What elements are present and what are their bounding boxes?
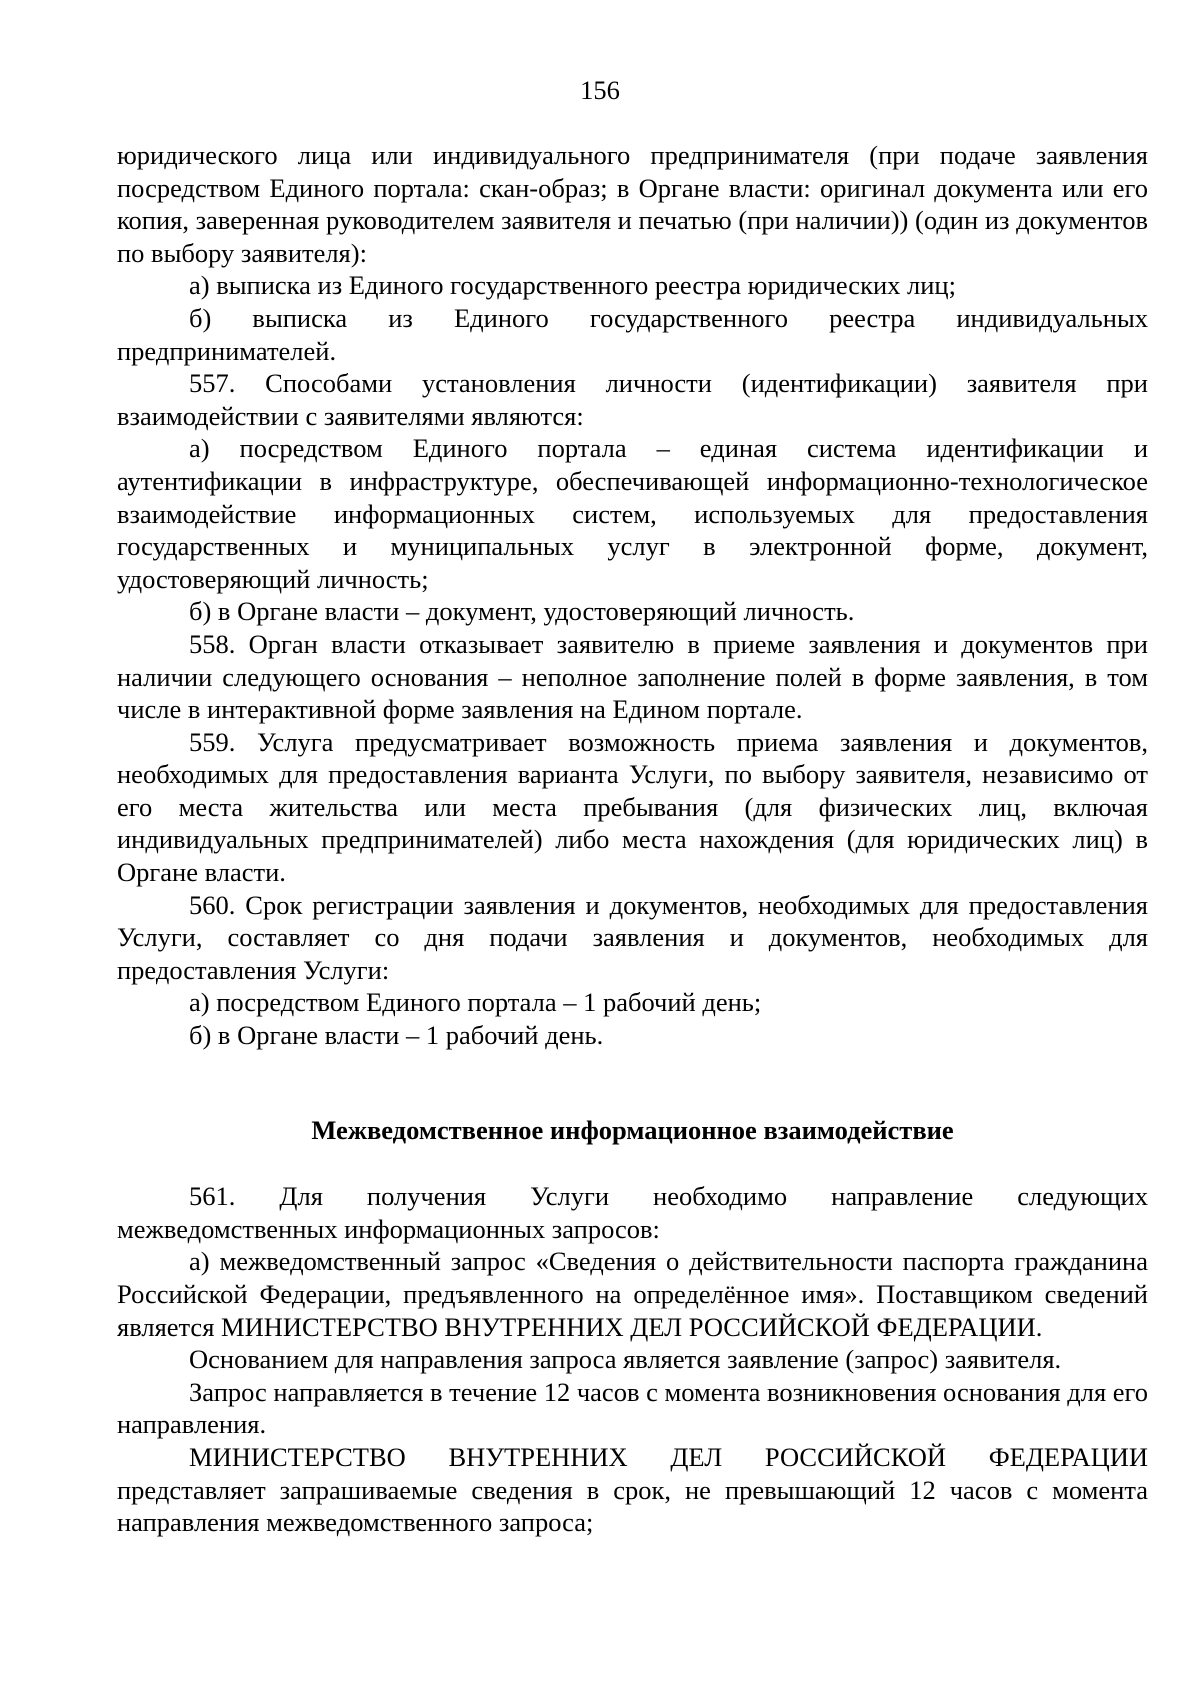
section-heading: Межведомственное информационное взаимодействие — [311, 1114, 954, 1145]
paragraph: Запрос направляется в течение 12 часов с момента возникновения основания для его направления. — [117, 1376, 1148, 1440]
paragraph: а) посредством Единого портала – единая система идентификации и аутентификации в инфраструктуре, обеспечивающей информационно-технологическое взаимодействие информационных систем, используемых для предоставления государственных и муниципальных услуг в электронной форме, документ, удостоверяющий личность; — [117, 433, 1148, 594]
paragraphs-before-heading — [117, 139, 1148, 1052]
document-body — [117, 139, 1148, 1539]
paragraph: а) посредством Единого портала – 1 рабочий день; — [189, 987, 762, 1018]
paragraph: МИНИСТЕРСТВО ВНУТРЕННИХ ДЕЛ РОССИЙСКОЙ ФЕДЕРАЦИИ представляет запрашиваемые сведения в срок, не превышающий 12 часов с момента направления межведомственного запроса; — [117, 1441, 1148, 1538]
paragraph: 560. Срок регистрации заявления и документов, необходимых для предоставления Услуги, составляет со дня подачи заявления и документов, необходимых для предоставления Услуги: — [117, 889, 1148, 985]
paragraph: а) межведомственный запрос «Сведения о действительности паспорта гражданина Российской Федерации, предъявленного на определённое имя». Поставщиком сведений является МИНИСТЕРСТВО ВНУТРЕННИХ ДЕЛ РОССИЙСКОЙ ФЕДЕРАЦИИ. — [117, 1246, 1148, 1342]
paragraph: 561. Для получения Услуги необходимо направление следующих межведомственных информационных запросов: — [117, 1181, 1148, 1244]
paragraph: а) выписка из Единого государственного реестра юридических лиц; — [189, 270, 956, 301]
paragraph: б) выписка из Единого государственного реестра индивидуальных предпринимателей. — [117, 302, 1148, 366]
paragraph: 557. Способами установления личности (идентификации) заявителя при взаимодействии с заявителями являются: — [117, 368, 1148, 431]
paragraph: Основанием для направления запроса является заявление (запрос) заявителя. — [189, 1344, 1062, 1375]
page-number: 156 — [580, 75, 620, 105]
paragraphs-after-heading — [117, 1180, 1148, 1539]
paragraph: 559. Услуга предусматривает возможность приема заявления и документов, необходимых для предоставления варианта Услуги, по выбору заявителя, независимо от его места жительства или места пребывания (для физических лиц, включая индивидуальных предпринимателей) либо места нахождения (для юридических лиц) в Органе власти. — [117, 726, 1148, 888]
paragraph: б) в Органе власти – 1 рабочий день. — [189, 1020, 604, 1051]
paragraph: юридического лица или индивидуального предпринимателя (при подаче заявления посредством Единого портала: скан-образ; в Органе власти: оригинал документа или его копия, заверенная руководителем заявителя и печатью (при наличии)) (один из документов по выбору заявителя): — [117, 140, 1148, 268]
paragraph: б) в Органе власти – документ, удостоверяющий личность. — [189, 596, 855, 627]
paragraph: 558. Орган власти отказывает заявителю в приеме заявления и документов при наличии следующего основания – неполное заполнение полей в форме заявления, в том числе в интерактивной форме заявления на Едином портале. — [117, 628, 1148, 725]
